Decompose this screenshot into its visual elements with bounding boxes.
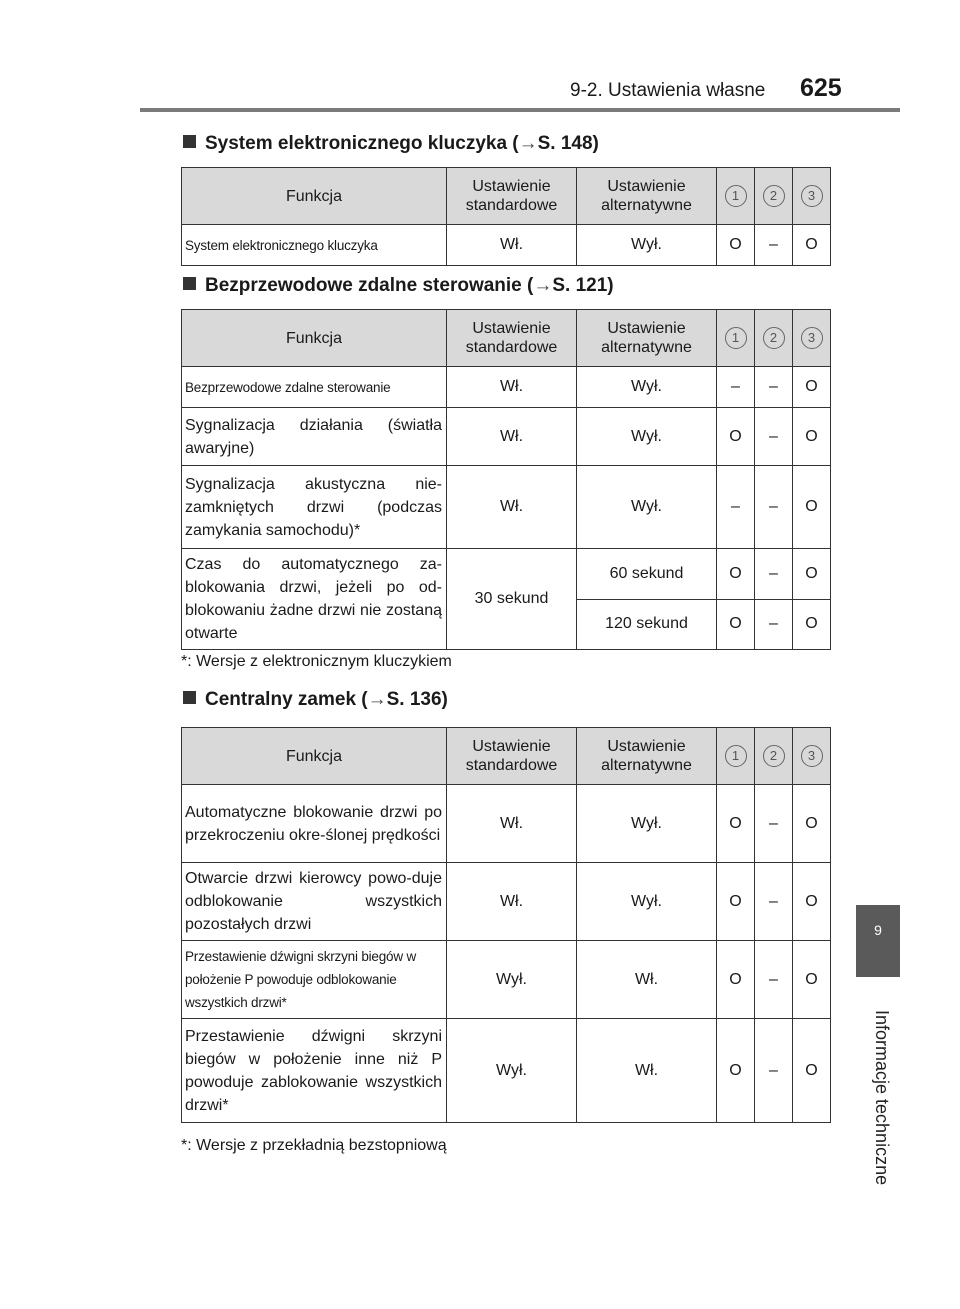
table-row: Sygnalizacja akustyczna nie-zamkniętych drzwi (podczas zamykania samochodu)* Wł. Wył. – – O	[182, 466, 831, 549]
section-title-remote-control: Bezprzewodowe zdalne sterowanie (→S. 121)	[183, 275, 614, 297]
number-circle-3: 3	[801, 327, 823, 349]
table-row: Przestawienie dźwigni skrzyni biegów w położenie P powoduje odblokowanie wszystkich drzwi* Wył. Wł. O – O	[182, 941, 831, 1019]
arrow-right-icon: →	[367, 689, 387, 710]
column-header-alternative: Ustawienie alternatywne	[577, 310, 717, 367]
footnote-cvt: *: Wersje z przekładnią bezstopniową	[181, 1137, 447, 1154]
header-section-title: 9-2. Ustawienia własne	[570, 80, 766, 101]
square-bullet-icon	[183, 135, 196, 148]
chapter-label	[870, 1010, 894, 1186]
column-header-alternative: Ustawienie alternatywne	[577, 168, 717, 225]
table-row: Otwarcie drzwi kierowcy powo-duje odblokowanie wszystkich pozostałych drzwi Wł. Wył. O – O	[182, 863, 831, 941]
arrow-right-icon: →	[533, 275, 553, 296]
column-header-function: Funkcja	[182, 728, 447, 785]
footnote-smart-key: *: Wersje z elektronicznym kluczykiem	[181, 653, 452, 670]
column-header-1	[717, 168, 755, 225]
column-header-standard: Ustawienie standardowe	[447, 310, 577, 367]
number-circle-3: 3	[801, 185, 823, 207]
table-row: Przestawienie dźwigni skrzyni biegów w położenie inne niż P powoduje zablokowanie wszystkich drzwi* Wył. Wł. O – O	[182, 1019, 831, 1123]
number-circle-1: 1	[725, 185, 747, 207]
table-row: Czas do automatycznego za-blokowania drzwi, jeżeli po od-blokowaniu żadne drzwi nie zostaną otwarte 30 sekund 60 sekund O – O	[182, 549, 831, 600]
chapter-tab[interactable]	[856, 905, 900, 977]
column-header-1	[717, 310, 755, 367]
header-divider	[140, 108, 900, 112]
column-header-2	[755, 310, 793, 367]
column-header-standard: Ustawienie standardowe	[447, 728, 577, 785]
column-header-function: Funkcja	[182, 168, 447, 225]
column-header-standard: Ustawienie standardowe	[447, 168, 577, 225]
chapter-label-text: Informacje techniczne	[872, 1010, 892, 1186]
column-header-1	[717, 728, 755, 785]
section-title-central-lock: Centralny zamek (→S. 136)	[183, 689, 448, 711]
square-bullet-icon	[183, 691, 196, 704]
arrow-right-icon: →	[518, 133, 538, 154]
number-circle-2: 2	[763, 745, 785, 767]
number-circle-1: 1	[725, 327, 747, 349]
page-number: 625	[800, 74, 842, 102]
chapter-tab-number: 9	[874, 922, 882, 938]
column-header-3	[793, 168, 831, 225]
column-header-function: Funkcja	[182, 310, 447, 367]
table-row: Sygnalizacja działania (światła awaryjne) Wł. Wył. O – O	[182, 408, 831, 466]
table-row: Bezprzewodowe zdalne sterowanie Wł. Wył. – – O	[182, 367, 831, 408]
square-bullet-icon	[183, 277, 196, 290]
number-circle-2: 2	[763, 185, 785, 207]
settings-table-central-lock	[181, 727, 831, 1123]
settings-table-remote-control	[181, 309, 831, 650]
table-row: System elektronicznego kluczyka Wł. Wył. O – O	[182, 225, 831, 266]
column-header-2	[755, 728, 793, 785]
section-title-smart-key: System elektronicznego kluczyka (→S. 148)	[183, 133, 599, 155]
table-row: Automatyczne blokowanie drzwi po przekroczeniu okre-ślonej prędkości Wł. Wył. O – O	[182, 785, 831, 863]
table-row: 120 sekund O – O	[182, 599, 831, 650]
column-header-3	[793, 310, 831, 367]
column-header-3	[793, 728, 831, 785]
settings-table-smart-key	[181, 167, 831, 266]
column-header-2	[755, 168, 793, 225]
number-circle-1: 1	[725, 745, 747, 767]
number-circle-3: 3	[801, 745, 823, 767]
number-circle-2: 2	[763, 327, 785, 349]
column-header-alternative: Ustawienie alternatywne	[577, 728, 717, 785]
